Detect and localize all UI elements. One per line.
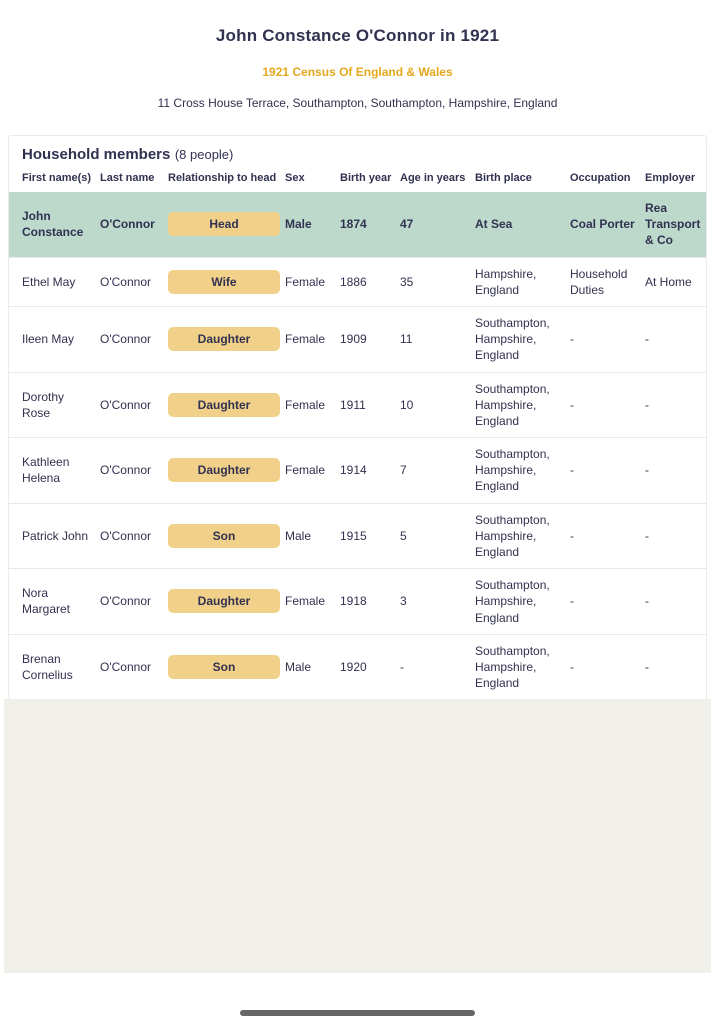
record-address: 11 Cross House Terrace, Southampton, Southampton, Hampshire, England	[157, 96, 558, 110]
column-header-employer: Employer	[645, 172, 696, 184]
member-birth-place: Hampshire, England	[475, 257, 570, 306]
relationship-badge: Daughter	[168, 458, 280, 482]
member-age: 3	[400, 569, 475, 635]
member-sex: Female	[285, 257, 340, 306]
member-first-names: Patrick John	[9, 503, 100, 569]
column-header-relationship: Relationship to head	[168, 172, 277, 184]
member-last-name: O'Connor	[100, 634, 168, 699]
household-member-row[interactable]	[9, 503, 706, 569]
member-birth-place: Southampton, Hampshire, England	[475, 503, 570, 569]
member-sex: Female	[285, 306, 340, 372]
member-relationship-cell	[168, 438, 285, 504]
member-last-name: O'Connor	[100, 257, 168, 306]
record-header	[0, 0, 715, 110]
member-sex: Male	[285, 217, 312, 232]
member-relationship-cell	[168, 569, 285, 635]
member-birth-place: Southampton, Hampshire, England	[475, 372, 570, 438]
member-first-names: Dorothy Rose	[9, 372, 100, 438]
household-members-count: (8 people)	[174, 147, 234, 162]
member-sex: Female	[285, 569, 340, 635]
relationship-badge: Daughter	[168, 393, 280, 417]
member-sex: Female	[285, 438, 340, 504]
member-relationship-cell	[168, 372, 285, 438]
member-occupation: -	[570, 503, 645, 569]
member-last-name: O'Connor	[100, 217, 155, 232]
member-occupation: -	[570, 306, 645, 372]
member-employer: -	[645, 569, 706, 635]
member-birth-year: 1920	[340, 634, 400, 699]
member-last-name: O'Connor	[100, 503, 168, 569]
member-birth-year: 1914	[340, 438, 400, 504]
household-members-card	[8, 135, 707, 700]
relationship-badge: Daughter	[168, 327, 280, 351]
member-birth-year: 1918	[340, 569, 400, 635]
member-birth-place: Southampton, Hampshire, England	[475, 438, 570, 504]
member-occupation: -	[570, 438, 645, 504]
member-age: 5	[400, 503, 475, 569]
column-header-occupation: Occupation	[570, 172, 631, 184]
relationship-badge: Son	[168, 655, 280, 679]
member-birth-place: Southampton, Hampshire, England	[475, 306, 570, 372]
member-age: 47	[400, 217, 414, 232]
member-age: 10	[400, 372, 475, 438]
column-header-sex: Sex	[285, 172, 305, 184]
member-employer: At Home	[645, 257, 706, 306]
member-first-names: John Constance	[22, 209, 84, 240]
member-occupation: -	[570, 372, 645, 438]
member-occupation: -	[570, 634, 645, 699]
member-relationship-cell	[168, 192, 285, 257]
member-employer: -	[645, 438, 706, 504]
member-first-names: Ileen May	[9, 306, 100, 372]
member-age: 7	[400, 438, 475, 504]
member-relationship-cell	[168, 634, 285, 699]
member-sex: Male	[285, 634, 340, 699]
member-employer: -	[645, 372, 706, 438]
member-first-names: Brenan Cornelius	[9, 634, 100, 699]
household-member-row[interactable]	[9, 257, 706, 306]
member-relationship-cell	[168, 257, 285, 306]
relationship-badge: Son	[168, 524, 280, 548]
member-last-name: O'Connor	[100, 569, 168, 635]
member-employer: Rea Transport & Co	[645, 201, 701, 248]
member-age: 35	[400, 257, 475, 306]
member-birth-place: Southampton, Hampshire, England	[475, 634, 570, 699]
member-employer: -	[645, 306, 706, 372]
member-occupation: -	[570, 569, 645, 635]
member-last-name: O'Connor	[100, 438, 168, 504]
table-header-row	[9, 172, 706, 192]
member-relationship-cell	[168, 306, 285, 372]
member-sex: Male	[285, 503, 340, 569]
member-occupation: Coal Porter	[570, 217, 635, 232]
member-birth-year: 1909	[340, 306, 400, 372]
relationship-badge: Wife	[168, 270, 280, 294]
member-birth-year: 1886	[340, 257, 400, 306]
member-age: -	[400, 634, 475, 699]
household-member-row[interactable]	[9, 634, 706, 699]
member-sex: Female	[285, 372, 340, 438]
page-title: John Constance O'Connor in 1921	[215, 26, 500, 45]
household-member-row[interactable]	[9, 438, 706, 504]
member-age: 11	[400, 306, 475, 372]
member-first-names: Ethel May	[9, 257, 100, 306]
household-member-row[interactable]	[9, 569, 706, 635]
member-employer: -	[645, 503, 706, 569]
household-members-table	[9, 172, 706, 699]
column-header-first-names: First name(s)	[22, 172, 92, 184]
household-member-row[interactable]	[9, 306, 706, 372]
member-birth-year: 1874	[340, 217, 367, 232]
column-header-birth-place: Birth place	[475, 172, 532, 184]
household-members-heading	[9, 136, 706, 172]
member-relationship-cell	[168, 503, 285, 569]
member-occupation: Household Duties	[570, 257, 645, 306]
page-background-filler	[4, 699, 711, 973]
column-header-birth-year: Birth year	[340, 172, 392, 184]
column-header-last-name: Last name	[100, 172, 155, 184]
member-birth-year: 1911	[340, 372, 400, 438]
collection-title-link[interactable]: 1921 Census Of England & Wales	[262, 65, 453, 79]
member-last-name: O'Connor	[100, 306, 168, 372]
member-birth-place: At Sea	[475, 217, 513, 232]
household-member-row[interactable]	[9, 372, 706, 438]
member-birth-place: Southampton, Hampshire, England	[475, 569, 570, 635]
member-last-name: O'Connor	[100, 372, 168, 438]
member-employer: -	[645, 634, 706, 699]
home-indicator-bar[interactable]	[240, 1010, 475, 1016]
member-first-names: Nora Margaret	[9, 569, 100, 635]
relationship-badge: Head	[168, 212, 280, 236]
household-members-title: Household members	[22, 146, 171, 163]
column-header-age: Age in years	[400, 172, 466, 184]
member-birth-year: 1915	[340, 503, 400, 569]
household-member-row[interactable]	[9, 192, 706, 257]
relationship-badge: Daughter	[168, 589, 280, 613]
member-first-names: Kathleen Helena	[9, 438, 100, 504]
